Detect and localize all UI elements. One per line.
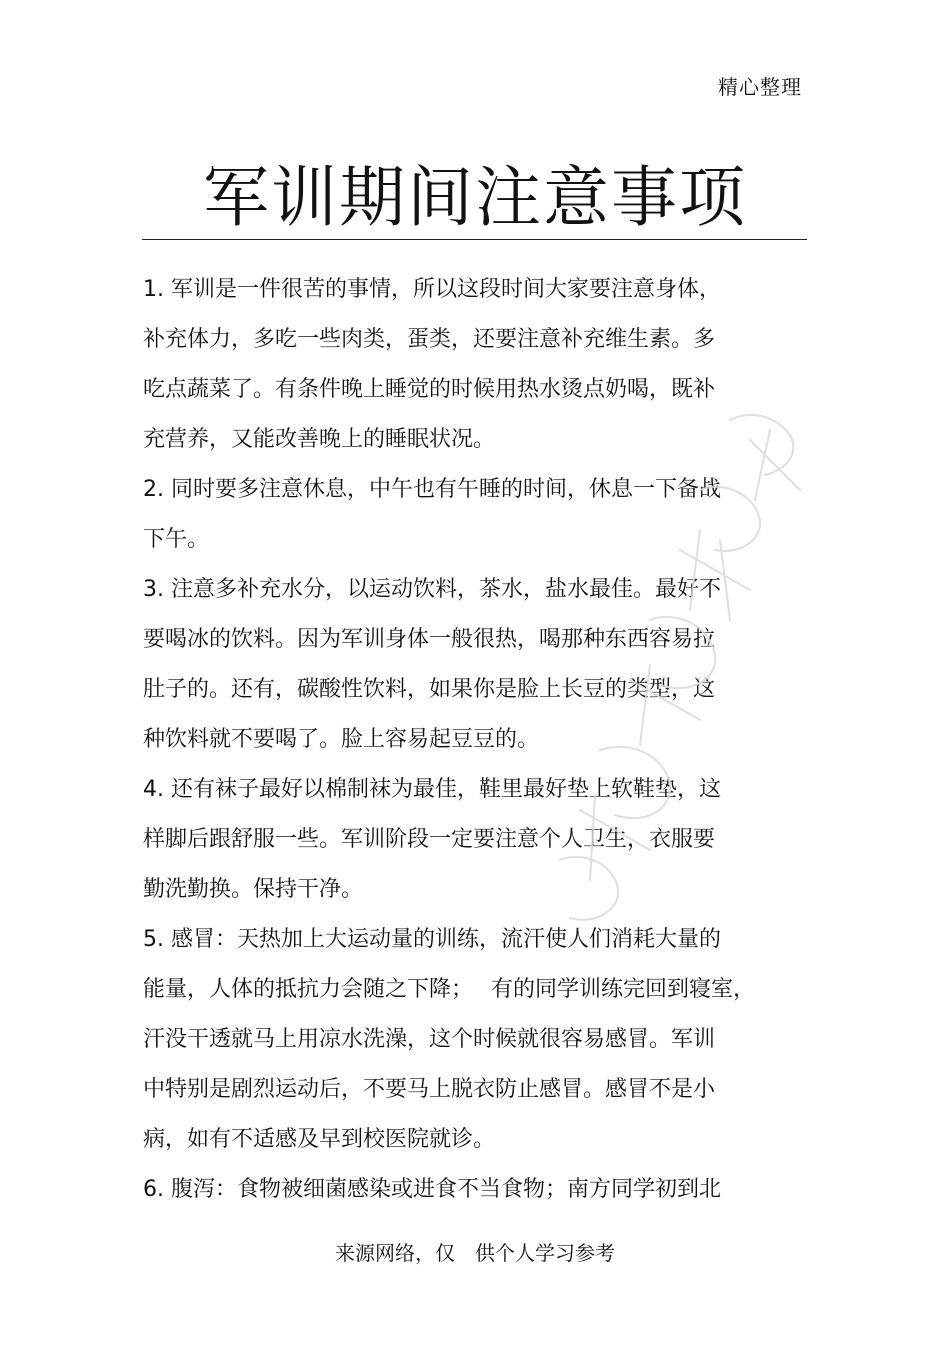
body-line: 充营养，又能改善晚上的睡眠状况。 bbox=[143, 427, 496, 452]
header-note: 精心整理 bbox=[718, 75, 802, 99]
body-line: 种饮料就不要喝了。脸上容易起豆豆的。 bbox=[143, 727, 540, 752]
body-line: 中特别是剧烈运动后，不要马上脱衣防止感冒。感冒不是小 bbox=[143, 1077, 716, 1102]
body-line: 5. 感冒：天热加上大运动量的训练，流汗使人们消耗大量的 bbox=[143, 927, 721, 952]
body-line: 补充体力，多吃一些肉类，蛋类，还要注意补充维生素。多 bbox=[143, 327, 716, 352]
body-line: 3. 注意多补充水分，以运动饮料，茶水，盐水最佳。最好不 bbox=[143, 577, 721, 602]
body-line: 肚子的。还有，碳酸性饮料，如果你是脸上长豆的类型，这 bbox=[143, 677, 716, 702]
body-line: 汗没干透就马上用凉水洗澡，这个时候就很容易感冒。军训 bbox=[143, 1027, 716, 1052]
body-line: 勤洗勤换。保持干净。 bbox=[143, 877, 364, 902]
title-divider bbox=[142, 239, 807, 240]
body-line: 病，如有不适感及早到校医院就诊。 bbox=[143, 1127, 496, 1152]
footer-note: 来源网络，仅 供个人学习参考 bbox=[335, 1241, 615, 1265]
document-body bbox=[143, 265, 783, 1215]
body-line: 下午。 bbox=[143, 527, 210, 552]
body-line: 吃点蔬菜了。有条件晚上睡觉的时候用热水烫点奶喝，既补 bbox=[143, 377, 716, 402]
body-line: 4. 还有袜子最好以棉制袜为最佳，鞋里最好垫上软鞋垫，这 bbox=[143, 777, 721, 802]
body-line: 要喝冰的饮料。因为军训身体一般很热，喝那种东西容易拉 bbox=[143, 627, 716, 652]
body-line: 能量，人体的抵抗力会随之下降； 有的同学训练完回到寝室， bbox=[143, 977, 755, 1002]
body-line: 6. 腹泻：食物被细菌感染或进食不当食物；南方同学初到北 bbox=[143, 1177, 721, 1202]
document-title: 军训期间注意事项 bbox=[203, 159, 747, 236]
body-line: 1. 军训是一件很苦的事情，所以这段时间大家要注意身体， bbox=[143, 277, 721, 302]
body-line: 2. 同时要多注意休息，中午也有午睡的时间，休息一下备战 bbox=[143, 477, 721, 502]
body-line: 样脚后跟舒服一些。军训阶段一定要注意个人卫生，衣服要 bbox=[143, 827, 716, 852]
